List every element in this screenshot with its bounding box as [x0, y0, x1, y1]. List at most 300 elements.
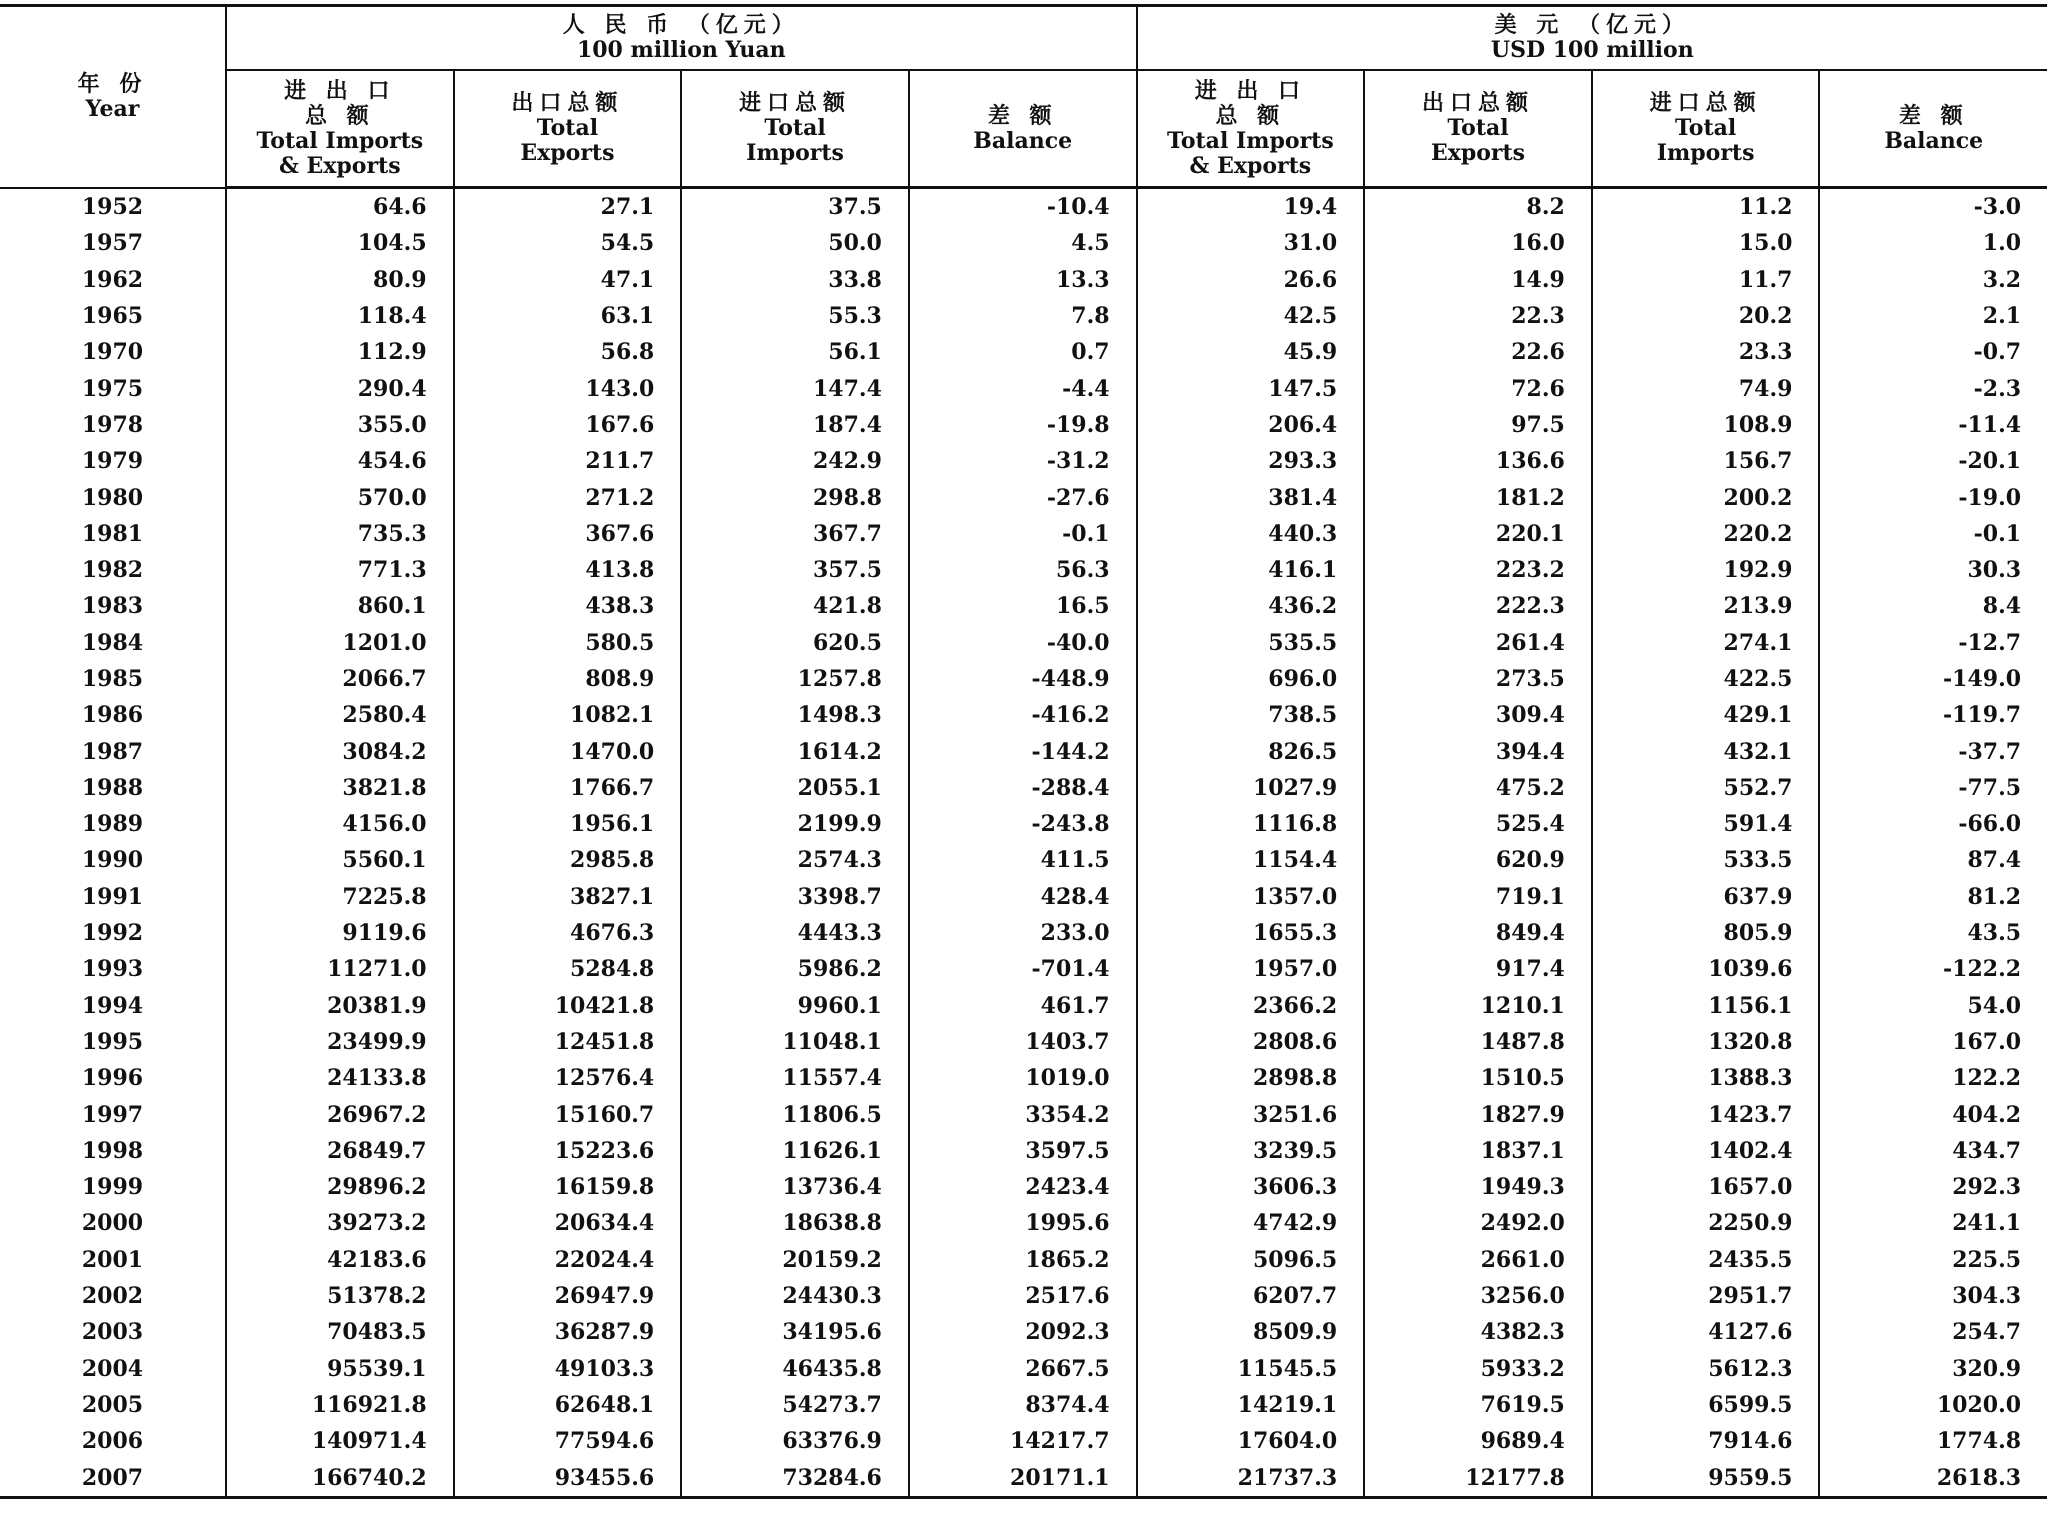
usd-imports-cell: 2250.9	[1592, 1205, 1820, 1241]
usd-total-trade-cell: 26.6	[1137, 262, 1365, 298]
usd-imports-cell: 5612.3	[1592, 1351, 1820, 1387]
usd-total-trade-cell: 416.1	[1137, 552, 1365, 588]
table-row	[0, 262, 2047, 298]
rmb-imports-cell: 54273.7	[681, 1387, 909, 1423]
rmb-exports-cell: 211.7	[454, 443, 682, 479]
year-cell: 1992	[81, 920, 144, 947]
rmb-imports-cell: 2055.1	[681, 770, 909, 806]
rmb-total-trade-cell: 42183.6	[226, 1242, 454, 1278]
rmb-total-trade-cell: 860.1	[226, 588, 454, 624]
table-row	[0, 1351, 2047, 1387]
rmb-total-trade-cell: 23499.9	[226, 1024, 454, 1060]
rmb-total-trade-cell: 5560.1	[226, 842, 454, 878]
table-row	[0, 1314, 2047, 1350]
usd-imports-cell: 805.9	[1592, 915, 1820, 951]
rmb-balance-cell: -288.4	[909, 770, 1137, 806]
rmb-imports-cell: 13736.4	[681, 1169, 909, 1205]
rmb-balance-cell: 14217.7	[909, 1423, 1137, 1459]
usd-balance-cell: 8.4	[1819, 588, 2047, 624]
usd-imports-cell: 200.2	[1592, 479, 1820, 515]
usd-group-header	[1137, 6, 2048, 71]
rmb-imports-cell: 63376.9	[681, 1423, 909, 1459]
rmb-exports-cell: 10421.8	[454, 988, 682, 1024]
usd-total-trade-cell: 1154.4	[1137, 842, 1365, 878]
year-column-header	[0, 6, 226, 188]
usd-balance-cell: 292.3	[1819, 1169, 2047, 1205]
usd-exports-cell: 273.5	[1364, 661, 1592, 697]
usd-imports-cell: 274.1	[1592, 625, 1820, 661]
rmb-imports-cell: 187.4	[681, 407, 909, 443]
rmb-exports-cell: 22024.4	[454, 1242, 682, 1278]
usd-balance-cell: 167.0	[1819, 1024, 2047, 1060]
usd-exports-cell: 475.2	[1364, 770, 1592, 806]
table-row	[0, 443, 2047, 479]
usd-balance-cell: 254.7	[1819, 1314, 2047, 1350]
rmb-exports-cell: 36287.9	[454, 1314, 682, 1350]
rmb-imports-cell: 1614.2	[681, 733, 909, 769]
rmb-balance-cell: -4.4	[909, 370, 1137, 406]
rmb-total-trade-cell: 20381.9	[226, 988, 454, 1024]
usd-total-trade-cell: 1027.9	[1137, 770, 1365, 806]
rmb-total-trade-cell: 7225.8	[226, 879, 454, 915]
usd-total-trade-cell: 3239.5	[1137, 1133, 1365, 1169]
rmb-imports-cell: 620.5	[681, 625, 909, 661]
table-row	[0, 770, 2047, 806]
usd-total-trade-cell: 826.5	[1137, 733, 1365, 769]
table-row	[0, 879, 2047, 915]
rmb-total-trade-cell: 112.9	[226, 334, 454, 370]
rmb-exports-cell: 5284.8	[454, 951, 682, 987]
usd-imports-cell: 533.5	[1592, 842, 1820, 878]
rmb-balance-cell: 20171.1	[909, 1459, 1137, 1497]
rmb-balance-cell: -0.1	[909, 516, 1137, 552]
usd-balance-cell: 2618.3	[1819, 1459, 2047, 1497]
table-row	[0, 733, 2047, 769]
year-cell: 1994	[81, 992, 144, 1019]
year-cell: 2004	[81, 1355, 144, 1382]
usd-balance-cell: 54.0	[1819, 988, 2047, 1024]
rmb-balance-cell: -448.9	[909, 661, 1137, 697]
usd-balance-cell: 304.3	[1819, 1278, 2047, 1314]
usd-exports-cell: 2492.0	[1364, 1205, 1592, 1241]
rmb-balance-cell: 461.7	[909, 988, 1137, 1024]
table-row	[0, 1242, 2047, 1278]
rmb-group-en: 100 million Yuan	[576, 37, 786, 63]
table-row	[0, 842, 2047, 878]
rmb-exports-cell: 93455.6	[454, 1459, 682, 1497]
usd-imports-cell: 1657.0	[1592, 1169, 1820, 1205]
rmb-exports-cell: 143.0	[454, 370, 682, 406]
table-row	[0, 588, 2047, 624]
usd-imports-cell: 1388.3	[1592, 1060, 1820, 1096]
usd-exports-cell: 525.4	[1364, 806, 1592, 842]
usd-imports-cell: 20.2	[1592, 298, 1820, 334]
rmb-imports-cell: 46435.8	[681, 1351, 909, 1387]
rmb-balance-cell: -144.2	[909, 733, 1137, 769]
usd-exports-cell: 7619.5	[1364, 1387, 1592, 1423]
usd-balance-zh1: 差 额	[1898, 103, 1969, 129]
usd-exports-cell: 222.3	[1364, 588, 1592, 624]
usd-imports-cell: 1402.4	[1592, 1133, 1820, 1169]
rmb-exports-cell: 26947.9	[454, 1278, 682, 1314]
year-cell: 1982	[81, 557, 144, 584]
usd-total-trade-en1: Total Imports	[1167, 127, 1334, 154]
table-row	[0, 697, 2047, 733]
rmb-exports-header	[454, 70, 682, 188]
usd-imports-cell: 23.3	[1592, 334, 1820, 370]
table-row	[0, 1133, 2047, 1169]
rmb-exports-cell: 54.5	[454, 225, 682, 261]
usd-exports-cell: 223.2	[1364, 552, 1592, 588]
year-cell: 1986	[81, 702, 144, 729]
rmb-imports-cell: 20159.2	[681, 1242, 909, 1278]
rmb-balance-cell: 0.7	[909, 334, 1137, 370]
usd-exports-cell: 849.4	[1364, 915, 1592, 951]
rmb-imports-cell: 50.0	[681, 225, 909, 261]
usd-balance-cell: -11.4	[1819, 407, 2047, 443]
usd-total-trade-header	[1137, 70, 1365, 188]
usd-balance-cell: 122.2	[1819, 1060, 2047, 1096]
usd-exports-zh1: 出口总额	[1421, 91, 1534, 116]
usd-exports-cell: 181.2	[1364, 479, 1592, 515]
table-row	[0, 298, 2047, 334]
usd-total-trade-cell: 2808.6	[1137, 1024, 1365, 1060]
rmb-imports-cell: 421.8	[681, 588, 909, 624]
year-cell: 1952	[81, 193, 144, 220]
rmb-group-zh: 人 民 币 （亿元）	[562, 13, 800, 38]
table-row	[0, 806, 2047, 842]
rmb-total-trade-cell: 104.5	[226, 225, 454, 261]
rmb-balance-cell: -19.8	[909, 407, 1137, 443]
usd-total-trade-cell: 436.2	[1137, 588, 1365, 624]
usd-total-trade-cell: 6207.7	[1137, 1278, 1365, 1314]
rmb-exports-cell: 438.3	[454, 588, 682, 624]
usd-exports-cell: 97.5	[1364, 407, 1592, 443]
usd-total-trade-cell: 11545.5	[1137, 1351, 1365, 1387]
usd-exports-cell: 1487.8	[1364, 1024, 1592, 1060]
usd-group-en: USD 100 million	[1490, 37, 1694, 63]
rmb-imports-cell: 2199.9	[681, 806, 909, 842]
rmb-balance-cell: -40.0	[909, 625, 1137, 661]
rmb-total-trade-cell: 570.0	[226, 479, 454, 515]
rmb-total-trade-cell: 3821.8	[226, 770, 454, 806]
usd-imports-cell: 11.2	[1592, 188, 1820, 226]
usd-imports-cell: 1156.1	[1592, 988, 1820, 1024]
table-row	[0, 1024, 2047, 1060]
rmb-total-trade-cell: 29896.2	[226, 1169, 454, 1205]
usd-balance-cell: 1.0	[1819, 225, 2047, 261]
usd-balance-header	[1819, 70, 2047, 188]
rmb-balance-cell: -243.8	[909, 806, 1137, 842]
usd-balance-cell: -20.1	[1819, 443, 2047, 479]
usd-total-trade-zh1: 进 出 口	[1194, 78, 1307, 104]
rmb-balance-cell: 1995.6	[909, 1205, 1137, 1241]
usd-imports-cell: 4127.6	[1592, 1314, 1820, 1350]
usd-balance-cell: 320.9	[1819, 1351, 2047, 1387]
year-cell: 1981	[81, 520, 144, 547]
rmb-total-trade-cell: 11271.0	[226, 951, 454, 987]
usd-imports-cell: 591.4	[1592, 806, 1820, 842]
rmb-total-trade-cell: 64.6	[226, 188, 454, 226]
table-row	[0, 625, 2047, 661]
rmb-imports-cell: 9960.1	[681, 988, 909, 1024]
rmb-total-trade-cell: 116921.8	[226, 1387, 454, 1423]
usd-total-trade-cell: 17604.0	[1137, 1423, 1365, 1459]
usd-total-trade-cell: 1655.3	[1137, 915, 1365, 951]
rmb-total-trade-cell: 735.3	[226, 516, 454, 552]
usd-total-trade-cell: 381.4	[1137, 479, 1365, 515]
rmb-exports-cell: 16159.8	[454, 1169, 682, 1205]
usd-imports-cell: 108.9	[1592, 407, 1820, 443]
rmb-total-trade-en2: & Exports	[279, 152, 401, 179]
usd-exports-cell: 719.1	[1364, 879, 1592, 915]
usd-imports-cell: 2435.5	[1592, 1242, 1820, 1278]
year-cell: 1962	[81, 266, 144, 293]
usd-imports-cell: 429.1	[1592, 697, 1820, 733]
rmb-imports-header	[681, 70, 909, 188]
rmb-exports-cell: 3827.1	[454, 879, 682, 915]
rmb-imports-cell: 298.8	[681, 479, 909, 515]
rmb-exports-cell: 15160.7	[454, 1096, 682, 1132]
rmb-exports-zh1: 出口总额	[511, 91, 624, 116]
usd-exports-cell: 1510.5	[1364, 1060, 1592, 1096]
year-cell: 1995	[81, 1028, 144, 1055]
usd-balance-cell: -66.0	[1819, 806, 2047, 842]
rmb-exports-cell: 63.1	[454, 298, 682, 334]
usd-balance-cell: -0.7	[1819, 334, 2047, 370]
usd-total-trade-cell: 3251.6	[1137, 1096, 1365, 1132]
table-row	[0, 1278, 2047, 1314]
usd-balance-cell: 225.5	[1819, 1242, 2047, 1278]
usd-balance-cell: 43.5	[1819, 915, 2047, 951]
usd-exports-header	[1364, 70, 1592, 188]
rmb-total-trade-cell: 9119.6	[226, 915, 454, 951]
rmb-total-trade-cell: 355.0	[226, 407, 454, 443]
usd-exports-cell: 220.1	[1364, 516, 1592, 552]
usd-total-trade-cell: 738.5	[1137, 697, 1365, 733]
usd-imports-cell: 1039.6	[1592, 951, 1820, 987]
usd-balance-cell: -119.7	[1819, 697, 2047, 733]
usd-balance-cell: 81.2	[1819, 879, 2047, 915]
usd-total-trade-cell: 31.0	[1137, 225, 1365, 261]
usd-total-trade-cell: 2366.2	[1137, 988, 1365, 1024]
rmb-exports-cell: 1766.7	[454, 770, 682, 806]
rmb-exports-cell: 271.2	[454, 479, 682, 515]
usd-balance-cell: -77.5	[1819, 770, 2047, 806]
year-cell: 2007	[0, 1459, 226, 1497]
usd-balance-cell: 434.7	[1819, 1133, 2047, 1169]
usd-imports-cell: 74.9	[1592, 370, 1820, 406]
rmb-exports-cell: 808.9	[454, 661, 682, 697]
rmb-exports-cell: 62648.1	[454, 1387, 682, 1423]
rmb-balance-cell: 2423.4	[909, 1169, 1137, 1205]
rmb-balance-cell: 1403.7	[909, 1024, 1137, 1060]
rmb-total-trade-cell: 118.4	[226, 298, 454, 334]
usd-exports-cell: 1827.9	[1364, 1096, 1592, 1132]
rmb-exports-cell: 77594.6	[454, 1423, 682, 1459]
rmb-balance-en1: Balance	[973, 127, 1073, 154]
year-cell: 2005	[81, 1391, 144, 1418]
usd-imports-cell: 11.7	[1592, 262, 1820, 298]
usd-exports-cell: 9689.4	[1364, 1423, 1592, 1459]
rmb-total-trade-cell: 80.9	[226, 262, 454, 298]
year-cell: 1957	[81, 230, 144, 257]
usd-exports-en1: Total	[1447, 115, 1509, 141]
usd-imports-cell: 9559.5	[1592, 1459, 1820, 1497]
table-row	[0, 1423, 2047, 1459]
table-row	[0, 988, 2047, 1024]
table-row	[0, 1205, 2047, 1241]
rmb-exports-cell: 167.6	[454, 407, 682, 443]
usd-total-trade-cell: 1116.8	[1137, 806, 1365, 842]
usd-exports-cell: 3256.0	[1364, 1278, 1592, 1314]
rmb-balance-cell: 2517.6	[909, 1278, 1137, 1314]
year-cell: 2006	[81, 1428, 144, 1455]
usd-exports-cell: 309.4	[1364, 697, 1592, 733]
usd-balance-cell: 87.4	[1819, 842, 2047, 878]
year-cell: 1984	[81, 629, 144, 656]
rmb-balance-cell: 1865.2	[909, 1242, 1137, 1278]
usd-exports-cell: 4382.3	[1364, 1314, 1592, 1350]
rmb-exports-cell: 4676.3	[454, 915, 682, 951]
rmb-imports-cell: 11557.4	[681, 1060, 909, 1096]
rmb-imports-cell: 242.9	[681, 443, 909, 479]
year-cell: 1965	[81, 303, 144, 330]
usd-exports-cell: 5933.2	[1364, 1351, 1592, 1387]
table-row	[0, 1459, 2047, 1497]
rmb-imports-cell: 1257.8	[681, 661, 909, 697]
rmb-balance-cell: -27.6	[909, 479, 1137, 515]
table-row	[0, 479, 2047, 515]
rmb-imports-cell: 5986.2	[681, 951, 909, 987]
year-header-en: Year	[85, 95, 140, 122]
rmb-balance-cell: 428.4	[909, 879, 1137, 915]
year-cell: 1998	[81, 1137, 144, 1164]
table-row	[0, 188, 2047, 226]
usd-exports-cell: 12177.8	[1364, 1459, 1592, 1497]
usd-imports-cell: 2951.7	[1592, 1278, 1820, 1314]
rmb-exports-cell: 47.1	[454, 262, 682, 298]
year-cell: 1979	[81, 448, 144, 475]
usd-exports-cell: 394.4	[1364, 733, 1592, 769]
rmb-imports-cell: 18638.8	[681, 1205, 909, 1241]
usd-imports-cell: 552.7	[1592, 770, 1820, 806]
usd-total-trade-cell: 2898.8	[1137, 1060, 1365, 1096]
usd-total-trade-cell: 21737.3	[1137, 1459, 1365, 1497]
year-cell: 1983	[81, 593, 144, 620]
rmb-exports-cell: 12576.4	[454, 1060, 682, 1096]
usd-exports-cell: 1837.1	[1364, 1133, 1592, 1169]
usd-exports-cell: 14.9	[1364, 262, 1592, 298]
rmb-exports-cell: 27.1	[454, 188, 682, 226]
usd-balance-cell: -3.0	[1819, 188, 2047, 226]
table-row	[0, 407, 2047, 443]
usd-balance-cell: -122.2	[1819, 951, 2047, 987]
table-row	[0, 516, 2047, 552]
usd-balance-cell: -37.7	[1819, 733, 2047, 769]
rmb-total-trade-cell: 290.4	[226, 370, 454, 406]
table-body	[0, 188, 2047, 1498]
table-row	[0, 225, 2047, 261]
rmb-balance-cell: -416.2	[909, 697, 1137, 733]
rmb-balance-header	[909, 70, 1137, 188]
rmb-imports-cell: 37.5	[681, 188, 909, 226]
usd-imports-en2: Imports	[1656, 140, 1755, 166]
usd-total-trade-cell: 206.4	[1137, 407, 1365, 443]
rmb-imports-cell: 147.4	[681, 370, 909, 406]
rmb-imports-en1: Total	[764, 115, 826, 141]
rmb-imports-cell: 56.1	[681, 334, 909, 370]
table-row	[0, 1387, 2047, 1423]
usd-balance-cell: -12.7	[1819, 625, 2047, 661]
usd-imports-cell: 213.9	[1592, 588, 1820, 624]
year-cell: 1970	[81, 339, 144, 366]
rmb-imports-zh1: 进口总额	[739, 91, 852, 116]
usd-balance-cell: 404.2	[1819, 1096, 2047, 1132]
year-cell: 1980	[81, 484, 144, 511]
usd-imports-cell: 1423.7	[1592, 1096, 1820, 1132]
table-row	[0, 661, 2047, 697]
usd-total-trade-cell: 535.5	[1137, 625, 1365, 661]
year-cell: 1988	[81, 774, 144, 801]
rmb-exports-cell: 1956.1	[454, 806, 682, 842]
usd-imports-cell: 422.5	[1592, 661, 1820, 697]
usd-exports-cell: 1210.1	[1364, 988, 1592, 1024]
year-cell: 2002	[81, 1283, 144, 1310]
rmb-balance-cell: 56.3	[909, 552, 1137, 588]
rmb-imports-cell: 2574.3	[681, 842, 909, 878]
rmb-balance-cell: 7.8	[909, 298, 1137, 334]
rmb-exports-cell: 20634.4	[454, 1205, 682, 1241]
rmb-balance-cell: 411.5	[909, 842, 1137, 878]
rmb-imports-cell: 73284.6	[681, 1459, 909, 1497]
rmb-total-trade-cell: 26849.7	[226, 1133, 454, 1169]
usd-total-trade-cell: 42.5	[1137, 298, 1365, 334]
rmb-total-trade-cell: 2580.4	[226, 697, 454, 733]
rmb-balance-cell: -31.2	[909, 443, 1137, 479]
usd-exports-cell: 22.3	[1364, 298, 1592, 334]
rmb-total-trade-cell: 26967.2	[226, 1096, 454, 1132]
usd-exports-cell: 620.9	[1364, 842, 1592, 878]
rmb-imports-cell: 24430.3	[681, 1278, 909, 1314]
usd-imports-zh1: 进口总额	[1649, 91, 1762, 116]
table-row	[0, 552, 2047, 588]
usd-exports-cell: 917.4	[1364, 951, 1592, 987]
rmb-balance-cell: 16.5	[909, 588, 1137, 624]
rmb-total-trade-cell: 51378.2	[226, 1278, 454, 1314]
rmb-exports-cell: 1082.1	[454, 697, 682, 733]
table-header	[0, 6, 2047, 188]
rmb-total-trade-cell: 140971.4	[226, 1423, 454, 1459]
usd-total-trade-en2: & Exports	[1189, 152, 1312, 179]
year-cell: 1975	[81, 375, 144, 402]
rmb-imports-cell: 367.7	[681, 516, 909, 552]
usd-total-trade-cell: 8509.9	[1137, 1314, 1365, 1350]
usd-balance-cell: 241.1	[1819, 1205, 2047, 1241]
usd-imports-header	[1592, 70, 1820, 188]
rmb-imports-cell: 11626.1	[681, 1133, 909, 1169]
usd-exports-cell: 72.6	[1364, 370, 1592, 406]
rmb-balance-cell: 13.3	[909, 262, 1137, 298]
usd-group-zh: 美 元 （亿元）	[1494, 13, 1690, 38]
table-row	[0, 915, 2047, 951]
rmb-total-trade-cell: 2066.7	[226, 661, 454, 697]
year-cell: 2000	[81, 1210, 144, 1237]
rmb-total-trade-cell: 166740.2	[226, 1459, 454, 1497]
usd-balance-cell: -149.0	[1819, 661, 2047, 697]
table-row	[0, 1096, 2047, 1132]
rmb-total-trade-cell: 1201.0	[226, 625, 454, 661]
